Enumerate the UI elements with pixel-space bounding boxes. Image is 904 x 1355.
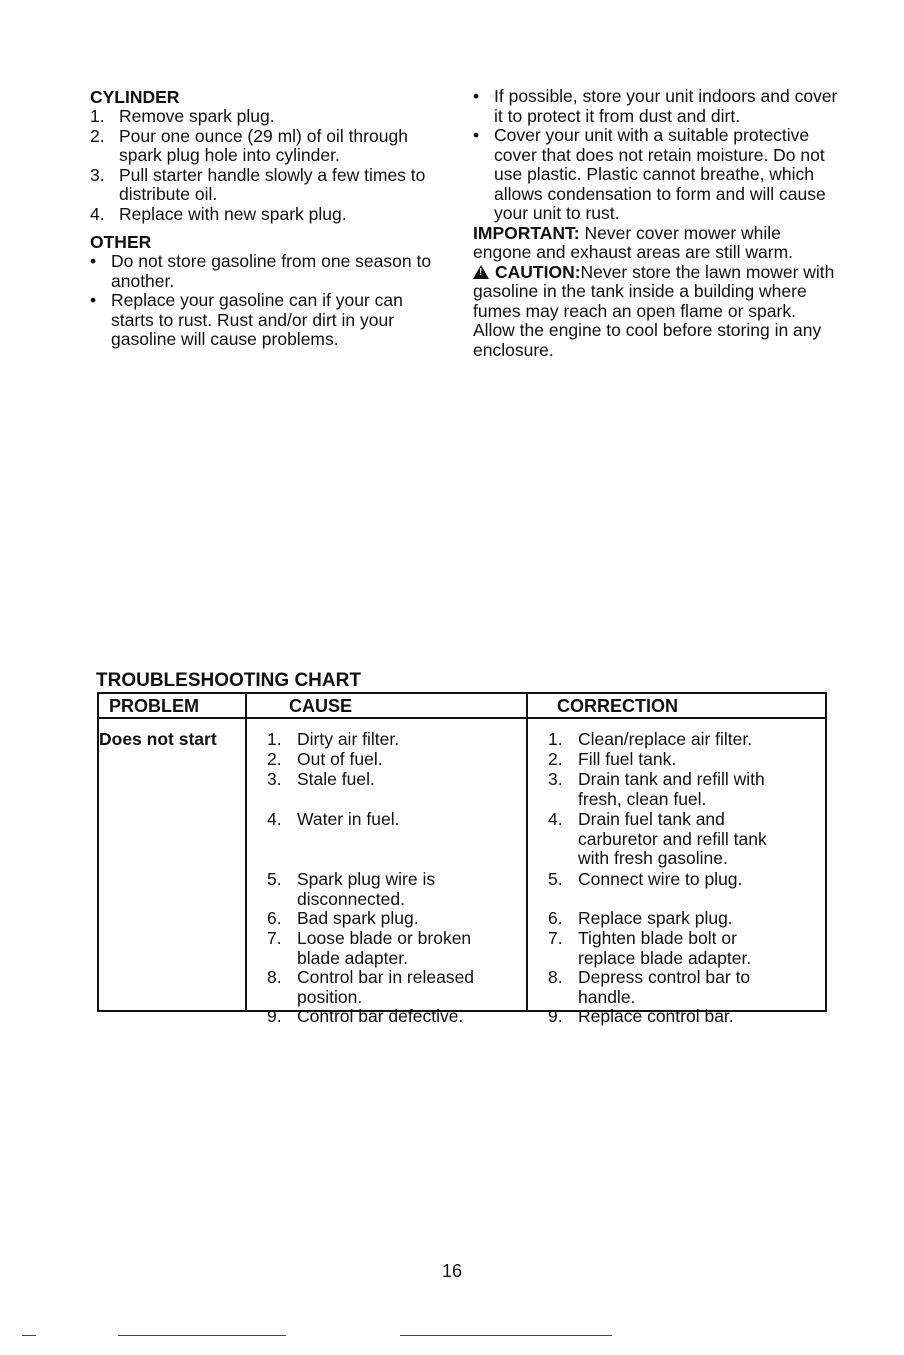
item-number: 3. (267, 769, 282, 789)
step-text: Pour one ounce (29 ml) of oil through spark plug hole into cylinder. (119, 125, 408, 165)
bullet-text: If possible, store your unit indoors and cover it to protect it from dust and dirt. (494, 86, 838, 126)
cylinder-step (90, 205, 450, 225)
warning-triangle-icon (473, 265, 489, 279)
correction-item (548, 909, 818, 929)
item-number: 5. (548, 869, 563, 889)
item-number: 9. (267, 1006, 282, 1026)
item-number: 6. (548, 908, 563, 928)
item-text: Drain fuel tank and carburetor and refill tank with fresh gasoline. (578, 809, 767, 868)
page-number: 16 (441, 1261, 463, 1281)
bullet-text: Do not store gasoline from one season to another. (111, 251, 432, 291)
step-number: 4. (90, 203, 105, 224)
item-number: 1. (548, 729, 563, 749)
item-text: Dirty air filter. (297, 729, 400, 749)
item-text: Loose blade or broken blade adapter. (297, 928, 472, 968)
item-number: 3. (548, 769, 563, 789)
caution-label: CAUTION: (495, 261, 581, 282)
cause-item (267, 730, 517, 750)
correction-item (548, 968, 778, 1007)
correction-item (548, 750, 818, 770)
troubleshooting-table (97, 692, 827, 1026)
caution-note (473, 263, 838, 361)
cylinder-step (90, 107, 450, 127)
cylinder-heading: CYLINDER (90, 87, 180, 107)
item-number: 7. (548, 928, 563, 948)
header-problem: PROBLEM (109, 696, 199, 716)
step-number: 3. (90, 164, 105, 185)
cause-item (267, 810, 517, 830)
step-number: 2. (90, 125, 105, 146)
item-number: 4. (267, 809, 282, 829)
step-text: Replace with new spark plug. (119, 203, 347, 224)
item-number: 8. (548, 967, 563, 987)
bullet-icon: • (473, 125, 480, 145)
cause-item (267, 909, 517, 929)
item-text: Bad spark plug. (297, 908, 419, 928)
correction-item (548, 870, 818, 890)
header-cause: CAUSE (289, 696, 353, 716)
caution-text: Never store the lawn mower with gasoline in the tank inside a building where fumes may reach an open flame or spark. Allow the engine to cool before storing in any enclosure. (473, 261, 835, 360)
cylinder-steps (90, 107, 450, 224)
problem-cell: Does not start (99, 729, 217, 749)
item-number: 4. (548, 809, 563, 829)
scan-edge-line (118, 1335, 286, 1336)
item-text: Connect wire to plug. (578, 869, 743, 889)
cause-item (267, 870, 467, 909)
item-text: Control bar in released position. (297, 967, 475, 1007)
item-text: Control bar defective. (297, 1006, 464, 1026)
item-text: Water in fuel. (297, 809, 400, 829)
bullet-item (90, 252, 450, 291)
item-text: Out of fuel. (297, 749, 383, 769)
cylinder-step (90, 127, 450, 166)
item-number: 1. (267, 729, 282, 749)
right-column (473, 87, 838, 360)
correction-item (548, 929, 788, 968)
item-text: Tighten blade bolt or replace blade adapter. (578, 928, 752, 968)
step-number: 1. (90, 106, 105, 126)
step-text: Remove spark plug. (119, 106, 275, 126)
item-text: Replace spark plug. (578, 908, 733, 928)
other-heading: OTHER (90, 232, 152, 252)
bullet-icon: • (473, 86, 480, 106)
item-text: Clean/replace air filter. (578, 729, 753, 749)
item-text: Stale fuel. (297, 769, 375, 789)
troubleshooting-title: TROUBLESHOOTING CHART (96, 670, 361, 691)
bullet-item (90, 291, 450, 350)
item-text: Depress control bar to handle. (578, 967, 751, 1007)
column-divider (245, 694, 247, 1010)
item-number: 2. (548, 749, 563, 769)
bullet-item (473, 87, 838, 126)
correction-item (548, 770, 798, 809)
scan-edge-line (22, 1335, 36, 1336)
item-number: 6. (267, 908, 282, 928)
header-correction: CORRECTION (557, 696, 678, 716)
correction-item (548, 1007, 818, 1027)
bullet-text: Cover your unit with a suitable protective cover that does not retain moisture. Do not use plastic. Plastic cannot breathe, which allows condensation to form and will cause your unit to rust. (494, 125, 826, 223)
item-text: Fill fuel tank. (578, 749, 677, 769)
item-number: 2. (267, 749, 282, 769)
column-divider (526, 694, 528, 1010)
cause-item (267, 750, 517, 770)
cylinder-step (90, 166, 450, 205)
correction-item (548, 730, 818, 750)
important-note (473, 224, 838, 263)
cause-item (267, 770, 517, 790)
cause-item (267, 929, 502, 968)
important-text: Never cover mower while engone and exhaust areas are still warm. (473, 222, 794, 262)
important-label: IMPORTANT: (473, 222, 580, 243)
bullet-icon: • (90, 290, 97, 310)
left-column (90, 87, 450, 350)
bullet-item (473, 126, 838, 224)
scan-edge-line (400, 1335, 612, 1336)
item-number: 9. (548, 1006, 563, 1026)
correction-item (548, 810, 793, 869)
bullet-icon: • (90, 251, 97, 271)
cause-item (267, 968, 502, 1007)
item-text: Replace control bar. (578, 1006, 734, 1026)
table-header-row (99, 694, 825, 719)
item-number: 5. (267, 869, 282, 889)
item-number: 7. (267, 928, 282, 948)
storage-bullets (473, 87, 838, 224)
cause-item (267, 1007, 517, 1027)
item-text: Spark plug wire is disconnected. (297, 869, 436, 909)
other-bullets (90, 252, 450, 350)
item-text: Drain tank and refill with fresh, clean fuel. (578, 769, 765, 809)
bullet-text: Replace your gasoline can if your can starts to rust. Rust and/or dirt in your gasoline will cause problems. (111, 290, 403, 349)
step-text: Pull starter handle slowly a few times to distribute oil. (119, 164, 426, 204)
item-number: 8. (267, 967, 282, 987)
